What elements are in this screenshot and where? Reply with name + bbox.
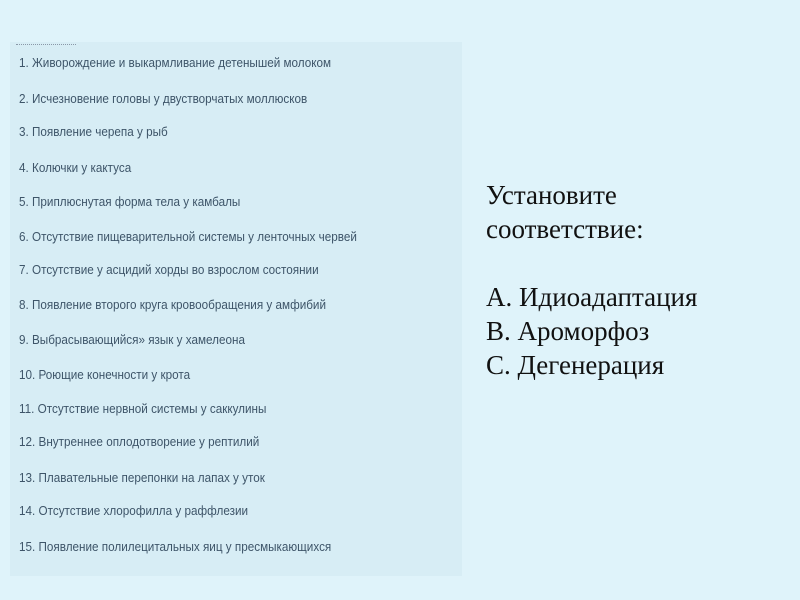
trait-list-panel: [10, 42, 462, 576]
list-item: 8. Появление второго круга кровообращения у амфибий: [19, 297, 327, 312]
list-item: 4. Колючки у кактуса: [19, 160, 132, 175]
option-c: С. Дегенерация: [486, 350, 665, 380]
task-block: [486, 178, 786, 382]
list-item: 5. Приплюснутая форма тела у камбалы: [19, 194, 241, 209]
list-item: 2. Исчезновение головы у двустворчатых моллюсков: [19, 91, 308, 106]
list-item: 15. Появление полилецитальных яиц у пресмыкающихся: [19, 539, 332, 554]
list-item: 1. Живорождение и выкармливание детенышей молоком: [19, 55, 332, 70]
list-item: 7. Отсутствие у асцидий хорды во взрослом состоянии: [19, 262, 319, 277]
cropped-heading-fragment: [16, 42, 76, 45]
option-b: В. Ароморфоз: [486, 316, 650, 346]
spacer: [486, 246, 786, 280]
list-item: 10. Роющие конечности у крота: [19, 367, 191, 382]
list-item: 6. Отсутствие пищеварительной системы у ленточных червей: [19, 229, 357, 244]
list-item: 3. Появление черепа у рыб: [19, 124, 168, 139]
list-item: 12. Внутреннее оплодотворение у рептилий: [19, 434, 260, 449]
task-heading-line2: соответствие:: [486, 214, 644, 244]
list-item: 9. Выбрасывающийся» язык у хамелеона: [19, 332, 245, 347]
list-item: 11. Отсутствие нервной системы у саккулины: [19, 401, 267, 416]
list-item: 13. Плавательные перепонки на лапах у уток: [19, 470, 265, 485]
option-a: А. Идиоадаптация: [486, 282, 698, 312]
task-heading-line1: Установите: [486, 180, 617, 210]
list-item: 14. Отсутствие хлорофилла у раффлезии: [19, 503, 249, 518]
